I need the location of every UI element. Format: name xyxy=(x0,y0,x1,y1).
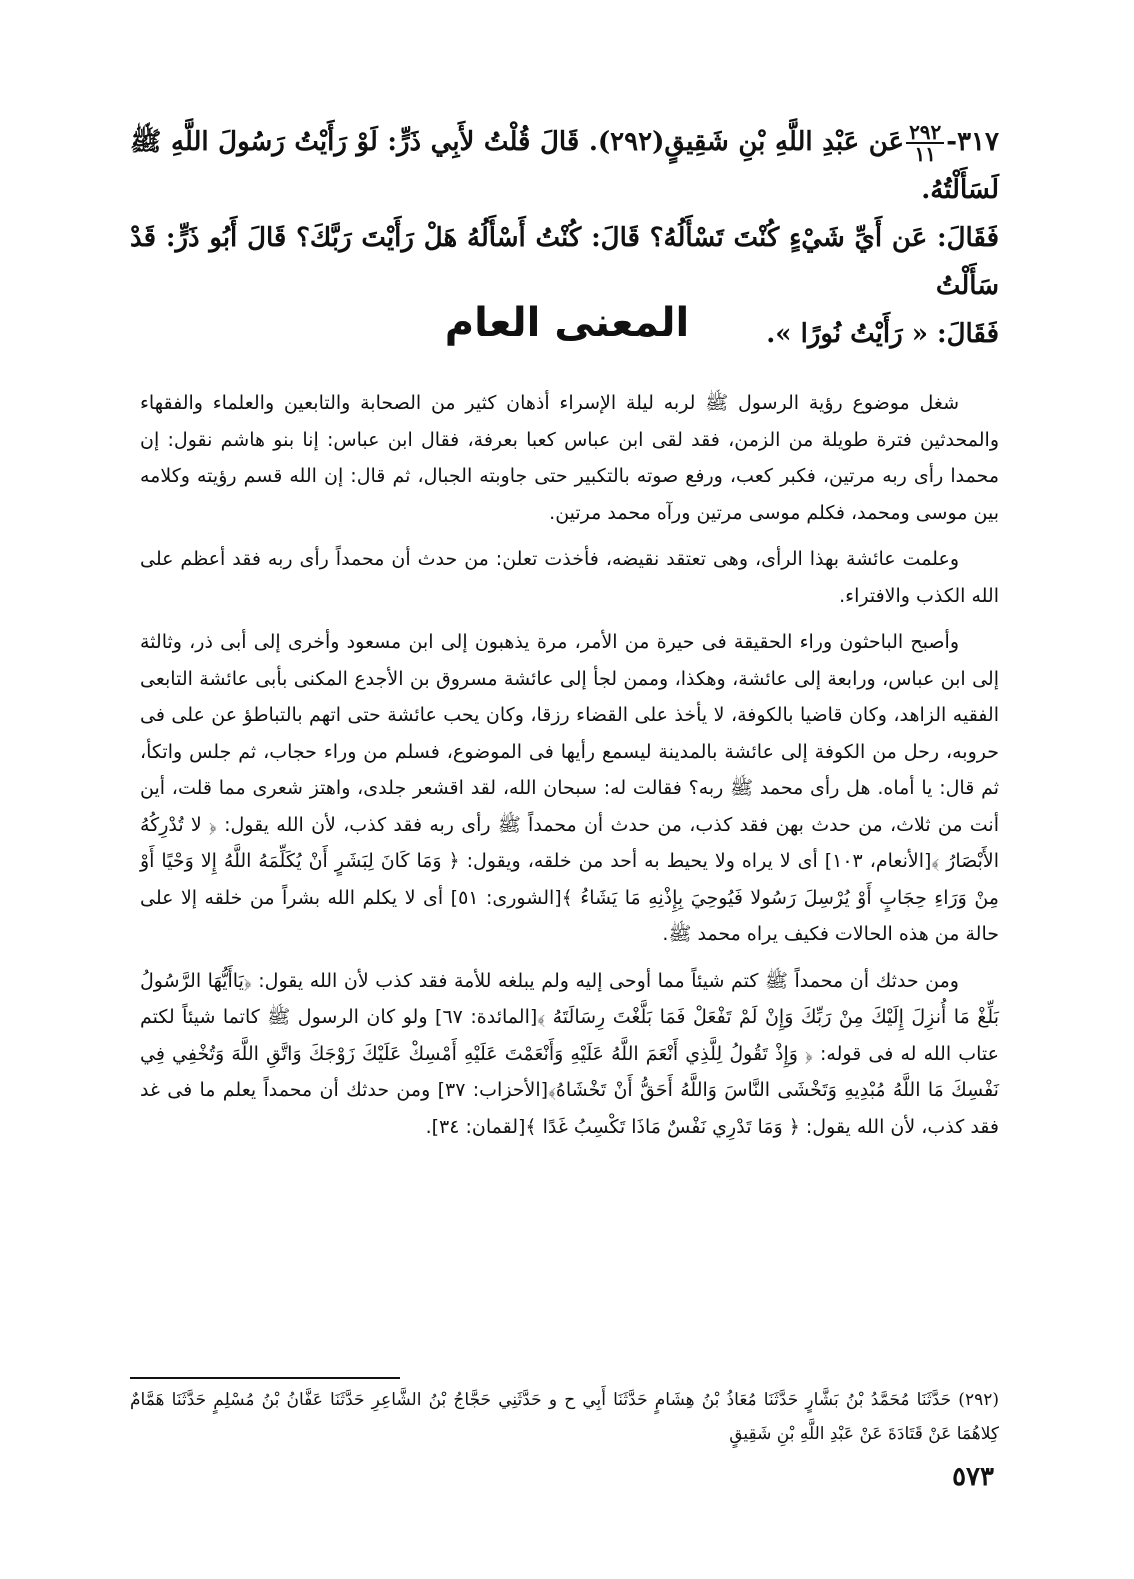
commentary-body xyxy=(140,385,999,1155)
paragraph: وأصبح الباحثون وراء الحقيقة فى حيرة من الأمر، مرة يذهبون إلى ابن مسعود وأخرى إلى أبى ذر، وثالثة إلى ابن عباس، ورابعة إلى عائشة، وهكذا، وممن لجأ إلى عائشة مسروق بن الأجدع المكنى بأبى عائشة التابعى الفقيه الزاهد، وكان قاضيا بالكوفة، لا يأخذ على القضاء رزقا، وكان يحب عائشة حتى اتهم بالتباطؤ عن على فى حروبه، رحل من الكوفة إلى عائشة بالمدينة ليسمع رأيها فى الموضوع، فسلم من وراء حجاب، ثم جلس واتكأ، ثم قال: يا أماه. هل رأى محمد ﷺ ربه؟ فقالت له: سبحان الله، لقد اقشعر جلدى، واهتز شعرى مما قلت، أين أنت من ثلاث، من حدث بهن فقد كذب، من حدث أن محمداً ﷺ رأى ربه فقد كذب، لأن الله يقول: ﴿ لا تُدْرِكُهُ الأَبْصَارُ ﴾[الأنعام، ١٠٣] أى لا يراه ولا يحيط به أحد من خلقه، ويقول: ﴿ وَمَا كَانَ لِبَشَرٍ أَنْ يُكَلِّمَهُ اللَّهُ إِلا وَحْيًا أَوْ مِنْ وَرَاءِ حِجَابٍ أَوْ يُرْسِلَ رَسُولا فَيُوحِيَ بِإِذْنِهِ مَا يَشَاءُ ﴾[الشورى: ٥١] أى لا يكلم الله بشراً من خلقه إلا على حالة من هذه الحالات فكيف يراه محمد ﷺ. xyxy=(140,631,1000,945)
footnote-divider xyxy=(130,1377,400,1379)
hadith-text-line-1: عَن عَبْدِ اللَّهِ بْنِ شَقِيقٍ(٢٩٢). قَالَ قُلْتُ لأَبِي ذَرٍّ: لَوْ رَأَيْتُ رَسُولَ اللَّهِ ﷺ لَسَأَلْتُهُ. xyxy=(130,127,999,205)
fraction-bottom: ١١ xyxy=(914,142,936,166)
paragraph: شغل موضوع رؤية الرسول ﷺ لربه ليلة الإسراء أذهان كثير من الصحابة والتابعين والعلماء والفقهاء والمحدثين فترة طويلة من الزمن، فقد لقى ابن عباس كعبا بعرفة، فقال ابن عباس: إنا بنو هاشم نقول: إن محمدا رأى ربه مرتين، فكبر كعب، ورفع صوته بالتكبير حتى جاوبته الجبال، ثم قال: إن الله قسم رؤيته وكلامه بين موسى ومحمد، فكلم موسى مرتين ورآه محمد مرتين. xyxy=(140,392,999,524)
hadith-reference-fraction xyxy=(906,122,944,164)
footnote: (٢٩٢) حَدَّثَنَا مُحَمَّدُ بْنُ بَشَّارٍ حَدَّثَنَا مُعَاذُ بْنُ هِشَامٍ حَدَّثَنَا أَبِي ح و حَدَّثَنِي حَجَّاجُ بْنُ الشَّاعِرِ حَدَّثَنَا عَفَّانُ بْنُ مُسْلِمٍ حَدَّثَنَا هَمَّامٌ كِلاهُمَا عَنْ قَتَادَةَ عَنْ عَبْدِ اللَّهِ بْنِ شَقِيقٍ xyxy=(130,1390,999,1444)
section-title: المعنى العام xyxy=(444,300,690,346)
fraction-top: ٢٩٢ xyxy=(906,122,944,144)
page-number: ٥٧٣ xyxy=(952,1462,994,1492)
paragraph: ومن حدثك أن محمداً ﷺ كتم شيئاً مما أوحى إليه ولم يبلغه للأمة فقد كذب لأن الله يقول: ﴿يَاأَيُّهَا الرَّسُولُ بَلِّغْ مَا أُنزِلَ إِلَيْكَ مِنْ رَبِّكَ وَإِنْ لَمْ تَفْعَلْ فَمَا بَلَّغْتَ رِسَالَتَهُ ﴾[المائدة: ٦٧] ولو كان الرسول ﷺ كاتما شيئاً لكتم عتاب الله له فى قوله: ﴿ وَإِذْ تَقُولُ لِلَّذِي أَنْعَمَ اللَّهُ عَلَيْهِ وَأَنْعَمْتَ عَلَيْهِ أَمْسِكْ عَلَيْكَ زَوْجَكَ وَاتَّقِ اللَّهَ وَتُخْفِي فِي نَفْسِكَ مَا اللَّهُ مُبْدِيهِ وَتَخْشَى النَّاسَ وَاللَّهُ أَحَقُّ أَنْ تَخْشَاهُ﴾[الأحزاب: ٣٧] ومن حدثك أن محمداً يعلم ما فى غد فقد كذب، لأن الله يقول: ﴿ وَمَا تَدْرِي نَفْسٌ مَاذَا تَكْسِبُ غَدًا ﴾[لقمان: ٣٤]. xyxy=(140,969,999,1138)
hadith-number: ٣١٧- xyxy=(946,127,999,157)
hadith-line-2: فَقَالَ: عَن أَيِّ شَيْءٍ كُنْتَ تَسْأَلُهُ؟ قَالَ: كُنْتُ أَسْأَلُهُ هَلْ رَأَيْتَ رَبَّكَ؟ قَالَ أَبُو ذَرٍّ: قَدْ سَأَلْتُ xyxy=(130,223,999,301)
paragraph: وعلمت عائشة بهذا الرأى، وهى تعتقد نقيضه، فأخذت تعلن: من حدث أن محمداً رأى ربه فقد أعظم على الله الكذب والافتراء. xyxy=(140,548,999,607)
hadith-line-1 xyxy=(130,118,999,214)
hadith-line-3: فَقَالَ: « رَأَيْتُ نُورًا ». xyxy=(766,319,999,349)
